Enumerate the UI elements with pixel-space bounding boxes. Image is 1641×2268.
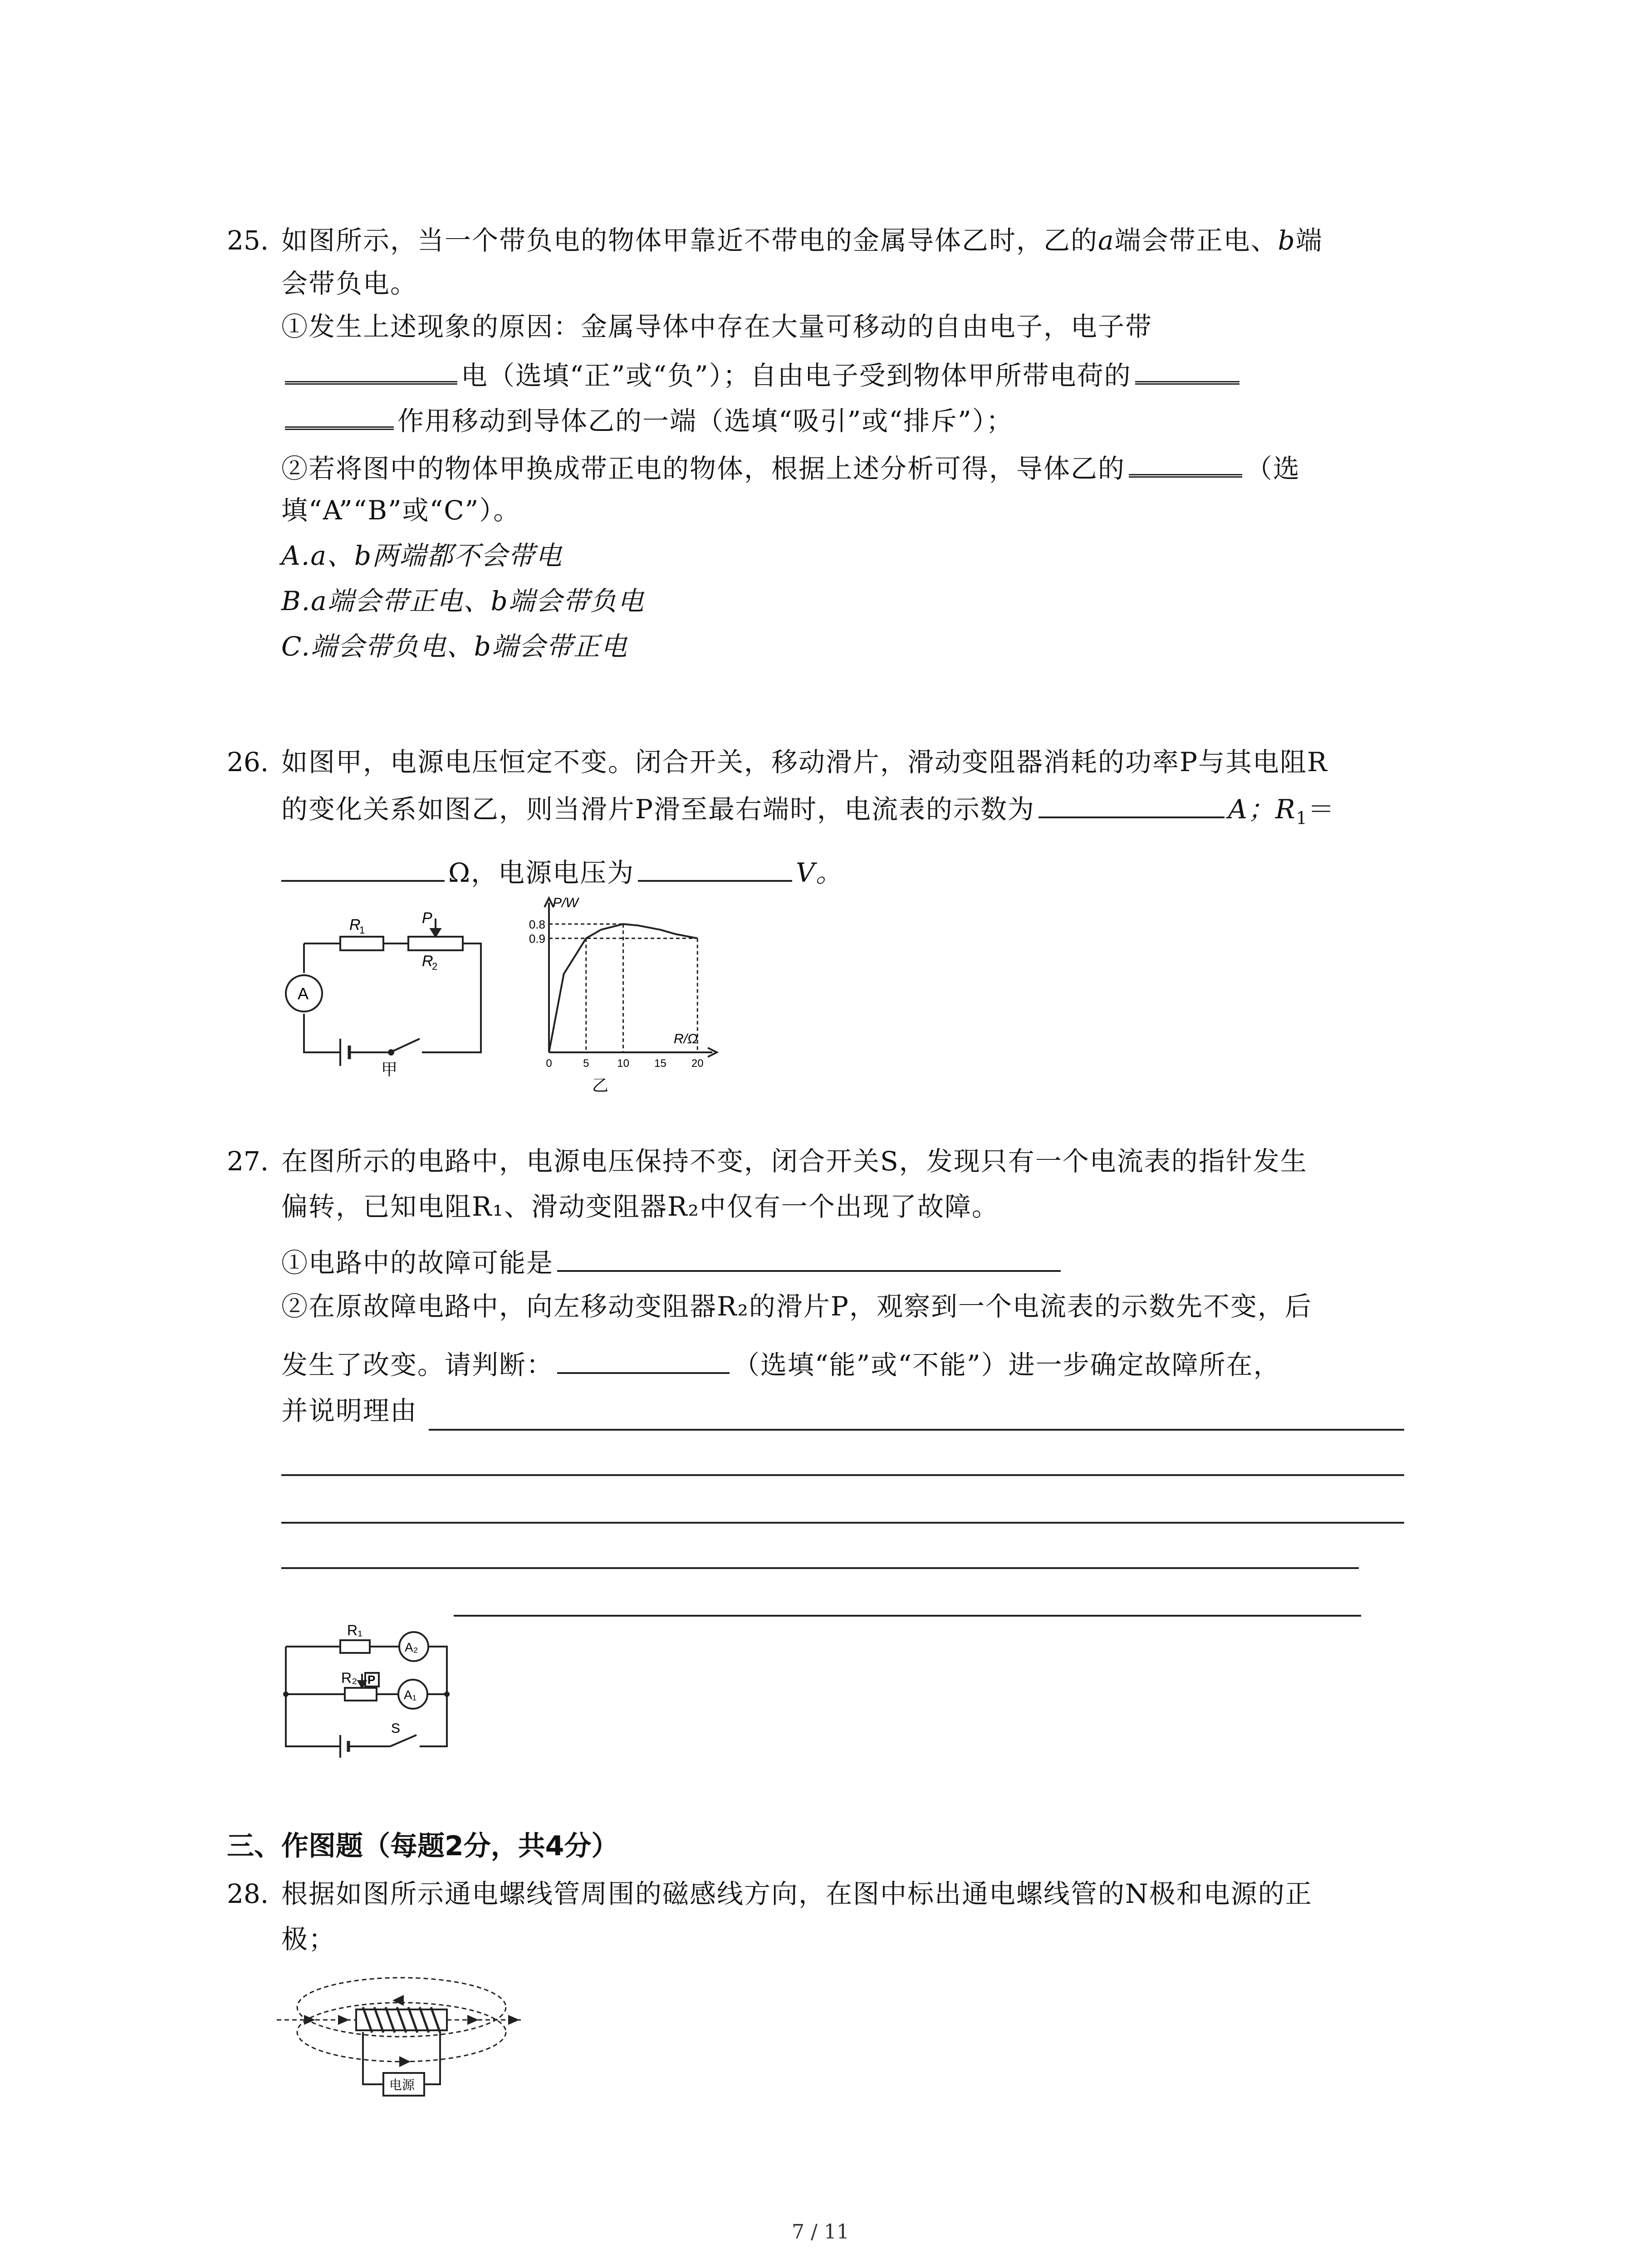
- q27-line3: [281, 1243, 1064, 1281]
- q26-text-3b: V。: [796, 857, 843, 888]
- q27-text-5: 发生了改变。请判断：: [281, 1349, 554, 1380]
- q28-power-label: 电源: [389, 2078, 415, 2092]
- q25-text-6b: （选: [1246, 453, 1301, 484]
- q28-line1: 根据如图所示通电螺线管周围的磁感线方向，在图中标出通电螺线管的N极和电源的正: [281, 1878, 1313, 1909]
- arrow-top: [392, 1995, 404, 2006]
- q27-reason-line-3[interactable]: [281, 1522, 1404, 1524]
- q26-fig-r2-sub: 2: [432, 961, 438, 972]
- q25-text-6: ②若将图中的物体甲换成带正电的物体，根据上述分析可得，导体乙的: [281, 453, 1126, 484]
- q25-blank-3[interactable]: [1129, 447, 1242, 478]
- solenoid-wire-right: [424, 2032, 440, 2084]
- chart-ytick-0: 0.9: [529, 932, 545, 946]
- arrow-right-outer: [508, 2015, 519, 2025]
- q25-text-4: 电（选填“正”或“负”）；自由电子受到物体甲所带电荷的: [461, 360, 1132, 391]
- chart-xtick-1: 5: [583, 1057, 589, 1070]
- chart-ytick-1: 0.8: [529, 918, 545, 932]
- q25-text-1: 如图所示，当一个带负电的物体甲靠近不带电的金属导体乙时，乙的: [281, 225, 1098, 256]
- q25-line1: [281, 222, 1323, 259]
- q27-fig-s: S: [391, 1721, 401, 1736]
- q26-blank-current[interactable]: [1038, 789, 1225, 818]
- q27-reason-line-5[interactable]: [454, 1615, 1361, 1617]
- q27-line6: 并说明理由: [281, 1395, 418, 1426]
- q25-a-end: a: [1098, 225, 1115, 256]
- solenoid-wire-left: [363, 2032, 383, 2084]
- q25-blank-2[interactable]: [1135, 354, 1239, 385]
- q25-blank-2b[interactable]: [285, 399, 394, 430]
- q28-solenoid-figure: [272, 1964, 526, 2146]
- q28-line2: 极；: [281, 1924, 336, 1955]
- q25-number: 25.: [227, 225, 269, 256]
- chart-y-label: P/W: [553, 895, 578, 910]
- chart-caption-yi: 乙: [592, 1076, 609, 1095]
- q25-text-5: 作用移动到导体乙的一端（选填“吸引”或“排斥”）；: [397, 406, 1014, 436]
- q26-r1-sub: 1: [1296, 808, 1308, 828]
- chart-xtick-2: 10: [617, 1057, 629, 1070]
- q25-line7: 填“A”“B”或“C”）。: [281, 495, 521, 526]
- q26-circuit-figure: [272, 903, 490, 1093]
- q26-power-chart: [517, 889, 721, 1098]
- q27-line4: ②在原故障电路中，向左移动变阻器R₂的滑片P，观察到一个电流表的示数先不变，后: [281, 1291, 1312, 1322]
- chart-x-label: R/Ω: [674, 1031, 698, 1046]
- q27-fig-r2: R₂: [341, 1670, 358, 1686]
- q26-text-2b: A；R: [1228, 794, 1296, 825]
- page-number: 7 / 11: [792, 2220, 849, 2244]
- q26-number: 26.: [227, 747, 269, 777]
- q27-blank-can[interactable]: [557, 1345, 730, 1374]
- q25-text-1d: 端: [1295, 225, 1323, 256]
- q26-text-2d: ＝: [1308, 794, 1335, 825]
- q26-fig-r1-sub: 1: [359, 924, 365, 936]
- q27-line5: [281, 1345, 1281, 1383]
- arrow-bottom: [399, 2056, 411, 2067]
- q27-fig-a1: A₁: [404, 1688, 417, 1702]
- q25-option-a: A.a、b两端都不会带电: [281, 540, 563, 571]
- section-3-title: 三、作图题（每题2分，共4分）: [227, 1830, 619, 1862]
- q25-option-b: B.a端会带正电、b端会带负电: [281, 586, 645, 616]
- chart-xtick-3: 15: [654, 1057, 666, 1070]
- q25-line2: 会带负电。: [281, 268, 418, 299]
- q25-b-end: b: [1278, 225, 1296, 256]
- q26-line3: [281, 853, 843, 891]
- q27-line2: 偏转，已知电阻R₁、滑动变阻器R₂中仅有一个出现了故障。: [281, 1191, 999, 1222]
- q27-fig-r1: R₁: [347, 1622, 362, 1638]
- q27-blank-fault[interactable]: [557, 1243, 1061, 1272]
- arrow-right-inner: [467, 2015, 479, 2025]
- q26-blank-r1[interactable]: [281, 853, 445, 882]
- q27-circuit-figure: [272, 1610, 463, 1760]
- q26-fig-r2: R: [422, 953, 433, 970]
- q27-fig-p: P: [367, 1673, 376, 1686]
- q27-fig-a2: A₂: [405, 1640, 418, 1654]
- q25-blank-1[interactable]: [285, 354, 457, 385]
- q26-fig-r1: R: [349, 916, 361, 934]
- q27-reason-line-1[interactable]: [429, 1429, 1404, 1431]
- q26-fig-caption-jia: 甲: [381, 1060, 398, 1079]
- q27-number: 27.: [227, 1146, 269, 1177]
- q25-line5: [281, 399, 1014, 439]
- q26-line1: 如图甲，电源电压恒定不变。闭合开关，移动滑片，滑动变阻器消耗的功率P与其电阻R: [281, 747, 1328, 777]
- q25-line4: [281, 354, 1243, 394]
- q28-number: 28.: [227, 1878, 269, 1909]
- q25-line3: ①发生上述现象的原因：金属导体中存在大量可移动的自由电子，电子带: [281, 311, 1153, 342]
- q27-reason-line-2[interactable]: [281, 1474, 1404, 1476]
- q25-text-1b: 端会带正电、: [1114, 225, 1278, 256]
- q26-fig-ammeter: A: [298, 984, 309, 1003]
- q26-text-2: 的变化关系如图乙，则当滑片P滑至最右端时，电流表的示数为: [281, 794, 1035, 825]
- q27-text-5b: （选填“能”或“不能”）进一步确定故障所在，: [733, 1349, 1281, 1380]
- q27-reason-line-4[interactable]: [281, 1567, 1359, 1569]
- q27-line1: 在图所示的电路中，电源电压保持不变，闭合开关S，发现只有一个电流表的指针发生: [281, 1146, 1308, 1177]
- q26-line2: [281, 789, 1335, 836]
- q26-text-3: Ω，电源电压为: [448, 857, 635, 888]
- q25-option-c: C.端会带负电、b端会带正电: [281, 631, 628, 662]
- q26-fig-p: P: [422, 909, 432, 927]
- q26-blank-voltage[interactable]: [638, 853, 792, 882]
- chart-xtick-0: 0: [546, 1057, 552, 1070]
- arrow-left-inner: [338, 2015, 349, 2025]
- q25-line6: [281, 447, 1300, 487]
- q27-text-3: ①电路中的故障可能是: [281, 1247, 554, 1278]
- chart-xtick-4: 20: [691, 1057, 704, 1070]
